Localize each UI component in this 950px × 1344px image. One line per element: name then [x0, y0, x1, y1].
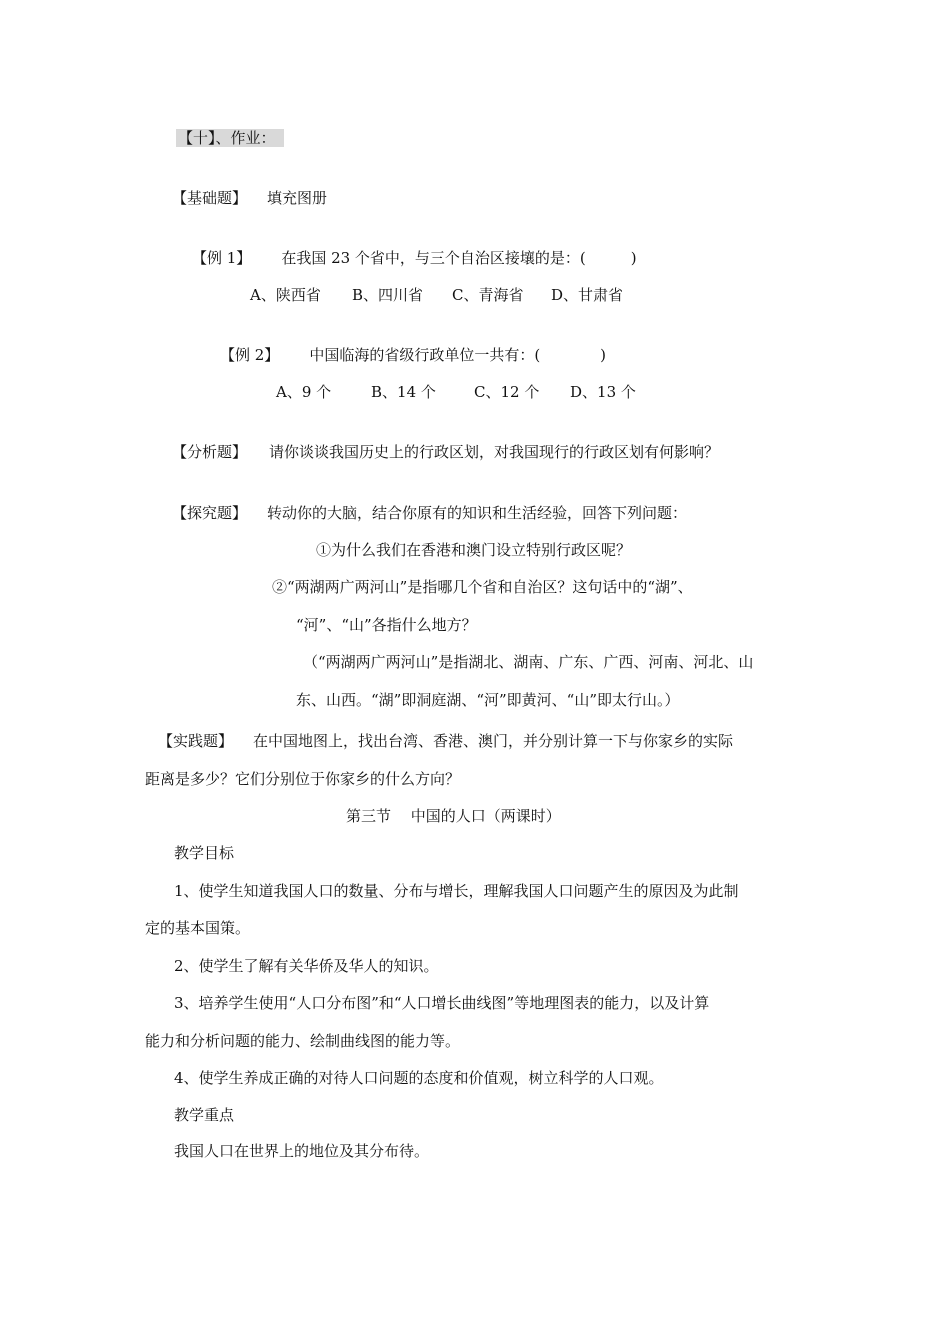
goals-item3-line2: 能力和分析问题的能力、绘制曲线图的能力等。 [145, 1032, 461, 1050]
explore-q2-line1: ②“两湖两广两河山”是指哪几个省和自治区？这句话中的“湖”、 [272, 578, 693, 596]
example2-text: 中国临海的省级行政单位一共有：( ) [309, 346, 607, 364]
example1-option-b: B、四川省 [352, 286, 424, 304]
explore-q2-line2: “河”、“山”各指什么地方？ [296, 616, 477, 634]
explore-label: 【探究题】 [172, 504, 248, 522]
example2-label: 【例 2】 [220, 346, 280, 364]
analysis-text: 请你谈谈我国历史上的行政区划，对我国现行的行政区划有何影响？ [269, 443, 720, 461]
example2-options [276, 382, 636, 402]
explore-question [172, 503, 687, 523]
goals-item4: 4、使学生养成正确的对待人口问题的态度和价值观，树立科学的人口观。 [174, 1069, 664, 1087]
basic-question [172, 188, 327, 208]
example2-option-a: A、9 个 [276, 383, 332, 401]
homework-heading [176, 128, 284, 148]
example2-option-d: D、13 个 [570, 383, 636, 401]
example1-text: 在我国 23 个省中，与三个自治区接壤的是：( ) [281, 249, 637, 267]
example1-options [250, 285, 623, 305]
practice-label: 【实践题】 [158, 732, 234, 750]
explore-q1: ①为什么我们在香港和澳门设立特别行政区呢？ [316, 541, 632, 559]
goals-heading: 教学目标 [174, 844, 235, 862]
basic-label: 【基础题】 [172, 189, 248, 207]
homework-heading-text: 【十】、作业： [176, 129, 284, 147]
goals-item1-line1: 1、使学生知道我国人口的数量、分布与增长，理解我国人口问题产生的原因及为此制 [174, 882, 739, 900]
example2-option-c: C、12 个 [474, 383, 540, 401]
analysis-question [172, 442, 719, 462]
example2-question [220, 345, 606, 365]
example1-option-d: D、甘肃省 [551, 286, 624, 304]
practice-text-line2: 距离是多少？它们分别位于你家乡的什么方向？ [145, 770, 461, 788]
explore-answer-line2: 东、山西。“湖”即洞庭湖、“河”即黄河、“山”即太行山。） [296, 691, 680, 709]
key-points-text: 我国人口在世界上的地位及其分布待。 [174, 1142, 430, 1160]
explore-answer-line1: （“两湖两广两河山”是指湖北、湖南、广东、广西、河南、河北、山 [303, 653, 754, 671]
goals-item3-line1: 3、培养学生使用“人口分布图”和“人口增长曲线图”等地理图表的能力，以及计算 [174, 994, 710, 1012]
explore-text: 转动你的大脑，结合你原有的知识和生活经验，回答下列问题： [267, 504, 688, 522]
practice-text-line1: 在中国地图上，找出台湾、香港、澳门，并分别计算一下与你家乡的实际 [253, 732, 734, 750]
example1-label: 【例 1】 [192, 249, 252, 267]
example1-option-c: C、青海省 [452, 286, 524, 304]
basic-text: 填充图册 [267, 189, 328, 207]
analysis-label: 【分析题】 [172, 443, 248, 461]
example1-option-a: A、陕西省 [250, 286, 321, 304]
goals-item2: 2、使学生了解有关华侨及华人的知识。 [174, 957, 439, 975]
goals-item1-line2: 定的基本国策。 [145, 919, 251, 937]
example1-question [192, 248, 637, 268]
example2-option-b: B、14 个 [371, 383, 436, 401]
key-points-heading: 教学重点 [174, 1106, 235, 1124]
section-title: 第三节 中国的人口（两课时） [346, 807, 561, 825]
practice-question [158, 731, 733, 751]
